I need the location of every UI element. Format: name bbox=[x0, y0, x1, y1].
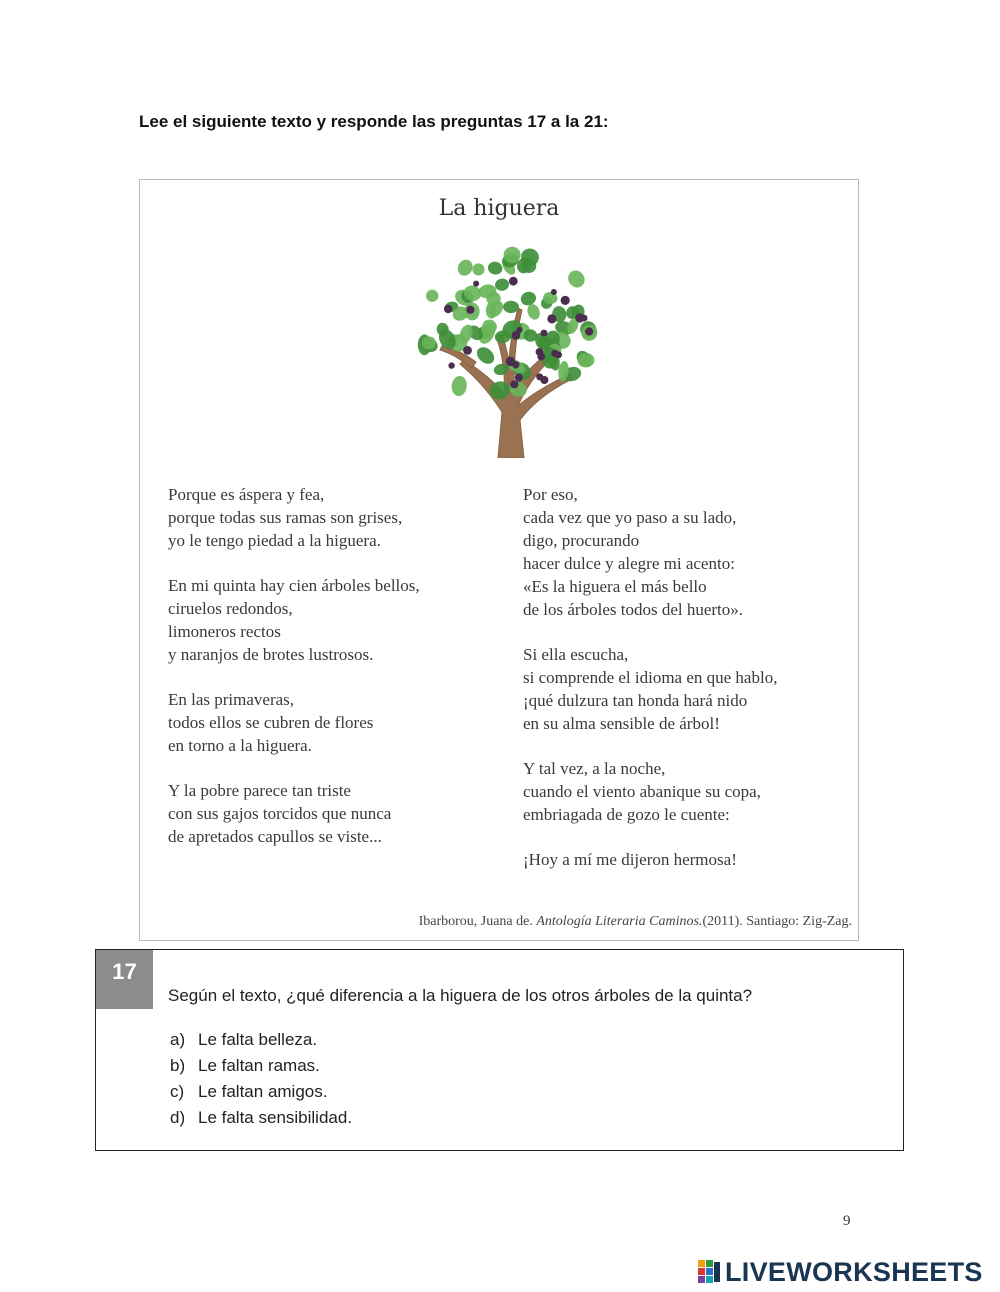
poem-citation bbox=[419, 914, 852, 930]
verse: cada vez que yo paso a su lado, bbox=[523, 508, 737, 527]
leaf bbox=[503, 301, 519, 313]
question-text: Según el texto, ¿qué diferencia a la higuera de los otros árboles de la quinta? bbox=[168, 986, 753, 1005]
poem-left-column bbox=[168, 483, 420, 870]
fig-fruit bbox=[473, 281, 479, 287]
verse: limoneros rectos bbox=[168, 622, 281, 641]
verse: ¡Hoy a mí me dijeron hermosa! bbox=[523, 850, 737, 869]
fig-fruit bbox=[551, 289, 557, 295]
leaf bbox=[471, 262, 487, 278]
verse: con sus gajos torcidos que nunca bbox=[168, 804, 392, 823]
option-text: Le falta belleza. bbox=[198, 1030, 318, 1049]
citation-work: Antología Literaria Caminos. bbox=[536, 914, 703, 929]
answer-option-b[interactable] bbox=[170, 1053, 352, 1079]
verse: ¡qué dulzura tan honda hará nido bbox=[523, 691, 748, 710]
stanza bbox=[168, 483, 420, 552]
verse: Por eso, bbox=[523, 485, 578, 504]
verse: hacer dulce y alegre mi acento: bbox=[523, 554, 735, 573]
fig-fruit bbox=[509, 277, 518, 286]
fig-fruit bbox=[581, 315, 588, 322]
instructions-heading: Lee el siguiente texto y responde las preguntas 17 a la 21: bbox=[139, 112, 609, 131]
answer-option-d[interactable] bbox=[170, 1105, 352, 1131]
verse: Y tal vez, a la noche, bbox=[523, 759, 666, 778]
fig-fruit bbox=[444, 305, 452, 313]
poem-panel bbox=[139, 179, 859, 941]
citation-details: (2011). Santiago: Zig-Zag. bbox=[702, 914, 852, 929]
stanza bbox=[168, 779, 420, 848]
fig-fruit bbox=[541, 330, 548, 337]
page-number: 9 bbox=[843, 1213, 851, 1229]
leaf bbox=[474, 344, 498, 367]
leaf bbox=[519, 290, 538, 308]
liveworksheets-logo-icon bbox=[698, 1260, 722, 1284]
option-text: Le faltan amigos. bbox=[198, 1082, 328, 1101]
fig-fruit bbox=[537, 353, 545, 361]
fig-fruit bbox=[448, 362, 454, 368]
fig-fruit bbox=[515, 374, 523, 382]
verse: si comprende el idioma en que hablo, bbox=[523, 668, 778, 687]
verse: cuando el viento abanique su copa, bbox=[523, 782, 761, 801]
verse: de los árboles todos del huerto». bbox=[523, 600, 744, 619]
option-letter: b) bbox=[170, 1056, 186, 1075]
fig-fruit bbox=[561, 296, 570, 305]
leaf bbox=[565, 267, 588, 291]
verse: En las primaveras, bbox=[168, 690, 295, 709]
verse: digo, procurando bbox=[523, 531, 640, 550]
verse: Porque es áspera y fea, bbox=[168, 485, 325, 504]
question-number-badge: 17 bbox=[96, 950, 153, 1009]
verse: en torno a la higuera. bbox=[168, 736, 312, 755]
answer-option-a[interactable] bbox=[170, 1027, 352, 1053]
fig-tree-illustration bbox=[412, 244, 608, 458]
leaf bbox=[487, 260, 504, 276]
fig-fruit bbox=[547, 314, 556, 323]
citation-author: Ibarborou, Juana de. bbox=[418, 914, 533, 929]
verse: y naranjos de brotes lustrosos. bbox=[168, 645, 374, 664]
question-card bbox=[95, 949, 904, 1151]
liveworksheets-brand bbox=[698, 1258, 983, 1286]
poem-right-column bbox=[523, 483, 777, 893]
option-letter: d) bbox=[170, 1108, 186, 1127]
leaf bbox=[494, 277, 510, 291]
leaf bbox=[424, 288, 440, 304]
verse: Si ella escucha, bbox=[523, 645, 629, 664]
verse: En mi quinta hay cien árboles bellos, bbox=[168, 576, 420, 595]
stanza bbox=[168, 688, 420, 757]
option-letter: c) bbox=[170, 1082, 185, 1101]
fig-fruit bbox=[517, 327, 523, 333]
verse: en su alma sensible de árbol! bbox=[523, 714, 720, 733]
verse: de apretados capullos se viste... bbox=[168, 827, 382, 846]
stanza bbox=[523, 757, 777, 826]
verse: porque todas sus ramas son grises, bbox=[168, 508, 403, 527]
fig-fruit bbox=[510, 380, 518, 388]
stanza bbox=[168, 574, 420, 666]
poem-title: La higuera bbox=[438, 196, 560, 221]
option-letter: a) bbox=[170, 1030, 186, 1049]
verse: ciruelos redondos, bbox=[168, 599, 293, 618]
verse: todos ellos se cubren de flores bbox=[168, 713, 374, 732]
stanza bbox=[523, 483, 777, 621]
stanza bbox=[523, 848, 777, 871]
fig-fruit bbox=[536, 373, 543, 380]
option-text: Le falta sensibilidad. bbox=[198, 1108, 353, 1127]
stanza bbox=[523, 643, 777, 735]
option-text: Le faltan ramas. bbox=[198, 1056, 320, 1075]
verse: embriagada de gozo le cuente: bbox=[523, 805, 730, 824]
answer-option-c[interactable] bbox=[170, 1079, 352, 1105]
verse: Y la pobre parece tan triste bbox=[168, 781, 351, 800]
fig-fruit bbox=[463, 346, 472, 355]
answer-options bbox=[170, 1027, 352, 1131]
fig-fruit bbox=[506, 357, 515, 366]
brand-name: LIVEWORKSHEETS bbox=[725, 1256, 983, 1287]
leaf bbox=[455, 257, 476, 278]
fig-fruit bbox=[554, 352, 560, 358]
fig-fruit bbox=[466, 306, 474, 314]
verse: yo le tengo piedad a la higuera. bbox=[168, 531, 381, 550]
fig-fruit bbox=[585, 327, 593, 335]
leaf bbox=[451, 375, 468, 397]
verse: «Es la higuera el más bello bbox=[523, 577, 707, 596]
